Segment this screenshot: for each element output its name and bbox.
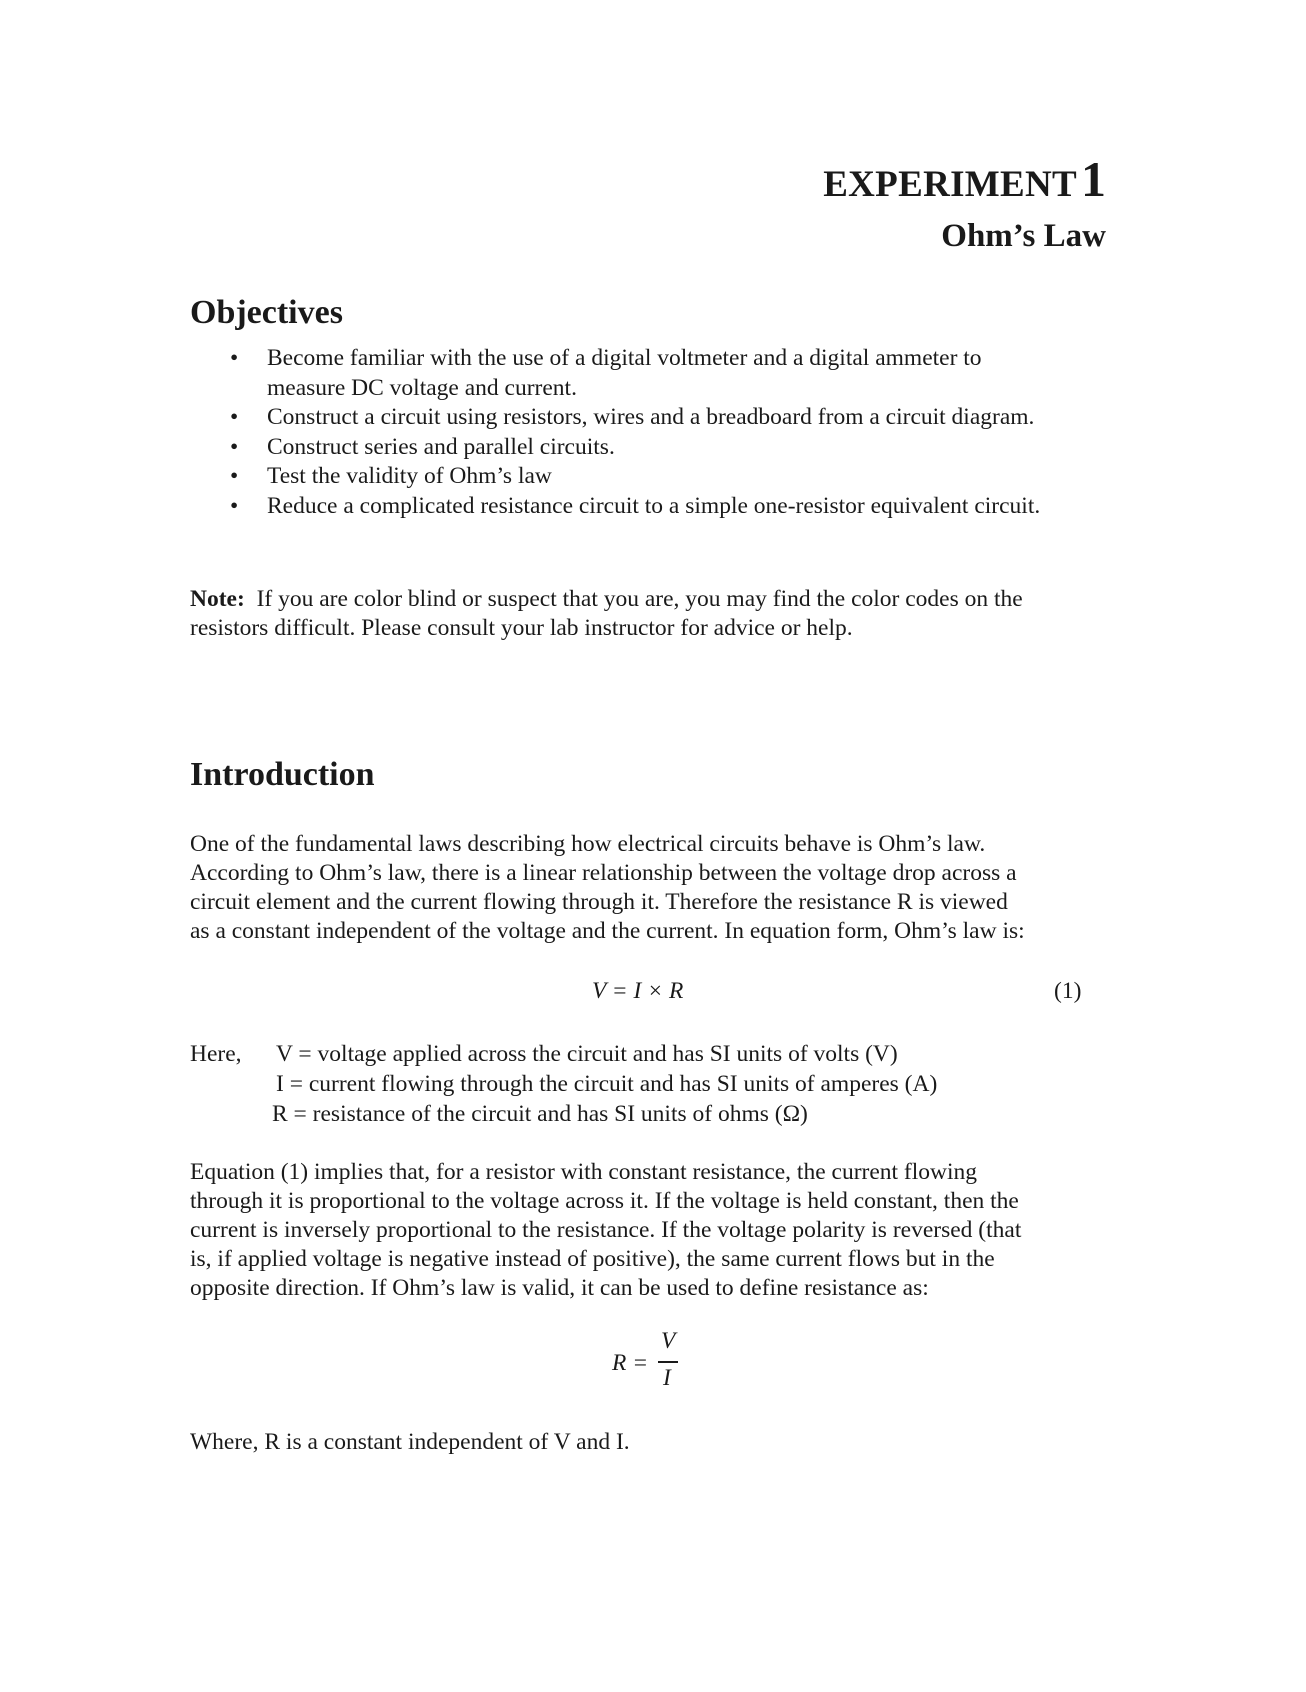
paragraph-line: is, if applied voltage is negative instead of positive), the same current flows but in the (190, 1246, 995, 1272)
bullet-icon: • (230, 463, 239, 489)
introduction-heading: Introduction (190, 756, 375, 793)
bullet-icon: • (230, 404, 239, 430)
closing-sentence: Where, R is a constant independent of V and I. (190, 1429, 630, 1455)
objective-item (230, 492, 1040, 522)
equation-lhs: R = (612, 1350, 649, 1376)
intro-paragraph-1 (190, 830, 1025, 946)
objectives-list (230, 344, 1040, 521)
paragraph-line: One of the fundamental laws describing how electrical circuits behave is Ohm’s law. (190, 831, 986, 857)
paragraph-line: Equation (1) implies that, for a resistor with constant resistance, the current flowing (190, 1159, 978, 1185)
note-label: Note: (190, 586, 245, 612)
objective-item (230, 344, 1040, 403)
objective-item (230, 433, 1040, 463)
objective-item (230, 462, 1040, 492)
equation-number: (1) (1054, 978, 1082, 1004)
paragraph-line: current is inversely proportional to the resistance. If the voltage polarity is reversed (that (190, 1217, 1022, 1243)
note-line: resistors difficult. Please consult your lab instructor for advice or help. (190, 615, 853, 641)
fraction-bar (658, 1361, 678, 1363)
intro-paragraph-2 (190, 1158, 1021, 1303)
equation-resistance-definition (612, 1328, 692, 1398)
definition-resistance: R = resistance of the circuit and has SI units of ohms (Ω) (272, 1101, 808, 1127)
note-text: If you are color blind or suspect that you are, you may find the color codes on the (256, 586, 1023, 612)
here-label: Here, (190, 1041, 242, 1067)
objective-line: Become familiar with the use of a digital voltmeter and a digital ammeter to (267, 345, 982, 371)
note-line (190, 585, 1023, 614)
paragraph-line: According to Ohm’s law, there is a linear relationship between the voltage drop across a (190, 860, 1017, 886)
objective-line: measure DC voltage and current. (267, 374, 577, 401)
fraction-numerator: V (661, 1328, 676, 1354)
experiment-number: 1 (1081, 151, 1106, 207)
equation-ohms-law: V = I × R (592, 978, 684, 1004)
objective-line: Construct a circuit using resistors, wires and a breadboard from a circuit diagram. (267, 404, 1035, 430)
fraction-denominator: I (663, 1365, 671, 1391)
bullet-icon: • (230, 492, 239, 519)
bullet-icon: • (230, 345, 239, 371)
objectives-heading: Objectives (190, 294, 343, 331)
paragraph-line: circuit element and the current flowing through it. Therefore the resistance R is viewed (190, 889, 1008, 915)
note-paragraph (190, 585, 1023, 643)
paragraph-line: opposite direction. If Ohm’s law is valid, it can be used to define resistance as: (190, 1275, 929, 1301)
paragraph-line: as a constant independent of the voltage and the current. In equation form, Ohm’s law is: (190, 918, 1025, 944)
experiment-word: EXPERIMENT (823, 164, 1077, 205)
experiment-subtitle: Ohm’s Law (941, 218, 1106, 254)
objective-item (230, 403, 1040, 433)
objective-line: Construct series and parallel circuits. (267, 433, 615, 460)
paragraph-line: through it is proportional to the voltage across it. If the voltage is held constant, then the (190, 1188, 1019, 1214)
definition-current: I = current flowing through the circuit and has SI units of amperes (A) (276, 1071, 938, 1097)
experiment-title (823, 150, 1106, 208)
objective-line: Test the validity of Ohm’s law (267, 463, 552, 489)
bullet-icon: • (230, 433, 239, 460)
objective-line: Reduce a complicated resistance circuit to a simple one-resistor equivalent circuit. (267, 492, 1041, 519)
definition-voltage: V = voltage applied across the circuit and has SI units of volts (V) (276, 1041, 898, 1067)
